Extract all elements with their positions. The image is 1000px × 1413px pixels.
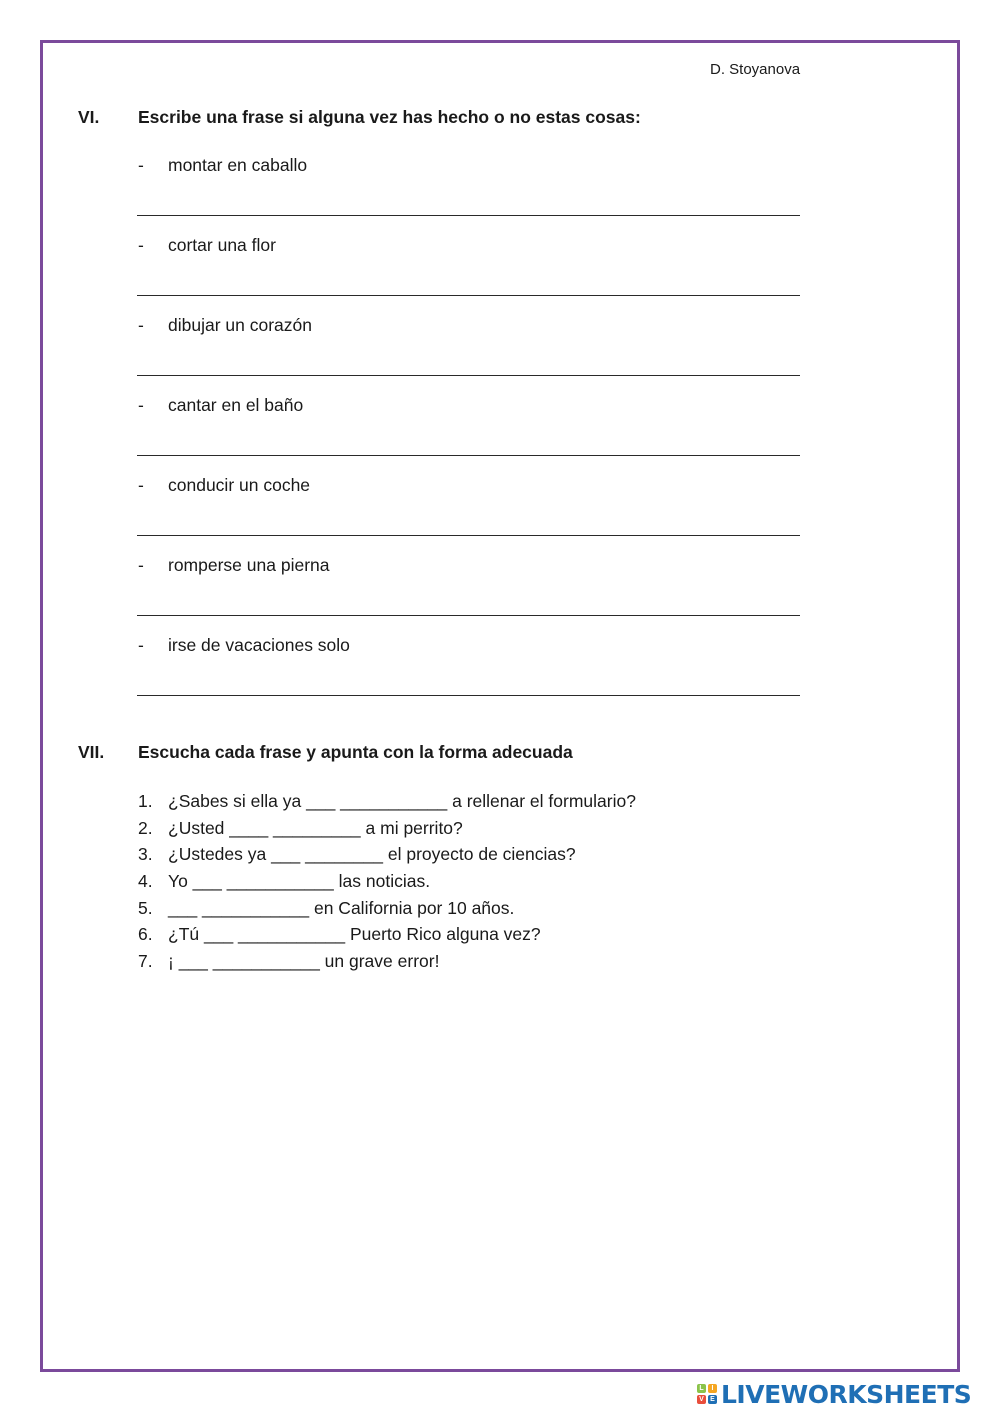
activity-label: romperse una pierna: [168, 555, 330, 575]
activity-label: montar en caballo: [168, 155, 308, 175]
bullet-dash: -: [138, 155, 144, 175]
sentence-text: ¿Tú ___ ___________ Puerto Rico alguna vez?: [168, 924, 541, 944]
sentence-number: 2.: [138, 818, 153, 838]
liveworksheets-logo[interactable]: [697, 1379, 971, 1409]
sentence-text: ¿Usted ____ _________ a mi perrito?: [168, 818, 463, 838]
answer-line[interactable]: [137, 695, 800, 696]
sentence-text: ¿Ustedes ya ___ ________ el proyecto de ciencias?: [168, 844, 576, 864]
logo-letter: E: [708, 1395, 717, 1404]
sentence-number: 7.: [138, 951, 153, 971]
author-name: D. Stoyanova: [710, 61, 801, 78]
logo-letter: L: [697, 1384, 706, 1393]
logo-letter: V: [697, 1395, 706, 1404]
answer-line[interactable]: [137, 375, 800, 376]
answer-line[interactable]: [137, 615, 800, 616]
logo-mark-icon: [697, 1384, 717, 1404]
section-7-number: VII.: [78, 742, 105, 762]
bullet-dash: -: [138, 315, 144, 335]
sentence-text: ___ ___________ en California por 10 años.: [168, 898, 515, 918]
activity-label: irse de vacaciones solo: [168, 635, 350, 655]
bullet-dash: -: [138, 635, 144, 655]
sentence-text: ¡ ___ ___________ un grave error!: [168, 951, 440, 971]
answer-line[interactable]: [137, 295, 800, 296]
activity-label: cortar una flor: [168, 235, 276, 255]
bullet-dash: -: [138, 475, 144, 495]
logo-text: LIVEWORKSHEETS: [721, 1379, 972, 1409]
answer-line[interactable]: [137, 455, 800, 456]
activity-label: dibujar un corazón: [168, 315, 312, 335]
logo-letter: I: [708, 1384, 717, 1393]
bullet-dash: -: [138, 395, 144, 415]
sentence-text: ¿Sabes si ella ya ___ ___________ a rellenar el formulario?: [168, 791, 636, 811]
bullet-dash: -: [138, 235, 144, 255]
activity-label: cantar en el baño: [168, 395, 304, 415]
activity-label: conducir un coche: [168, 475, 311, 495]
section-6-title: Escribe una frase si alguna vez has hecho o no estas cosas:: [138, 107, 641, 127]
sentence-number: 6.: [138, 924, 153, 944]
answer-line[interactable]: [137, 535, 800, 536]
sentence-number: 3.: [138, 844, 153, 864]
section-7-title: Escucha cada frase y apunta con la forma adecuada: [138, 742, 573, 762]
answer-line[interactable]: [137, 215, 800, 216]
sentence-text: Yo ___ ___________ las noticias.: [168, 871, 431, 891]
bullet-dash: -: [138, 555, 144, 575]
sentence-number: 4.: [138, 871, 153, 891]
section-6-number: VI.: [78, 107, 100, 127]
sentence-number: 5.: [138, 898, 153, 918]
sentence-number: 1.: [138, 791, 153, 811]
